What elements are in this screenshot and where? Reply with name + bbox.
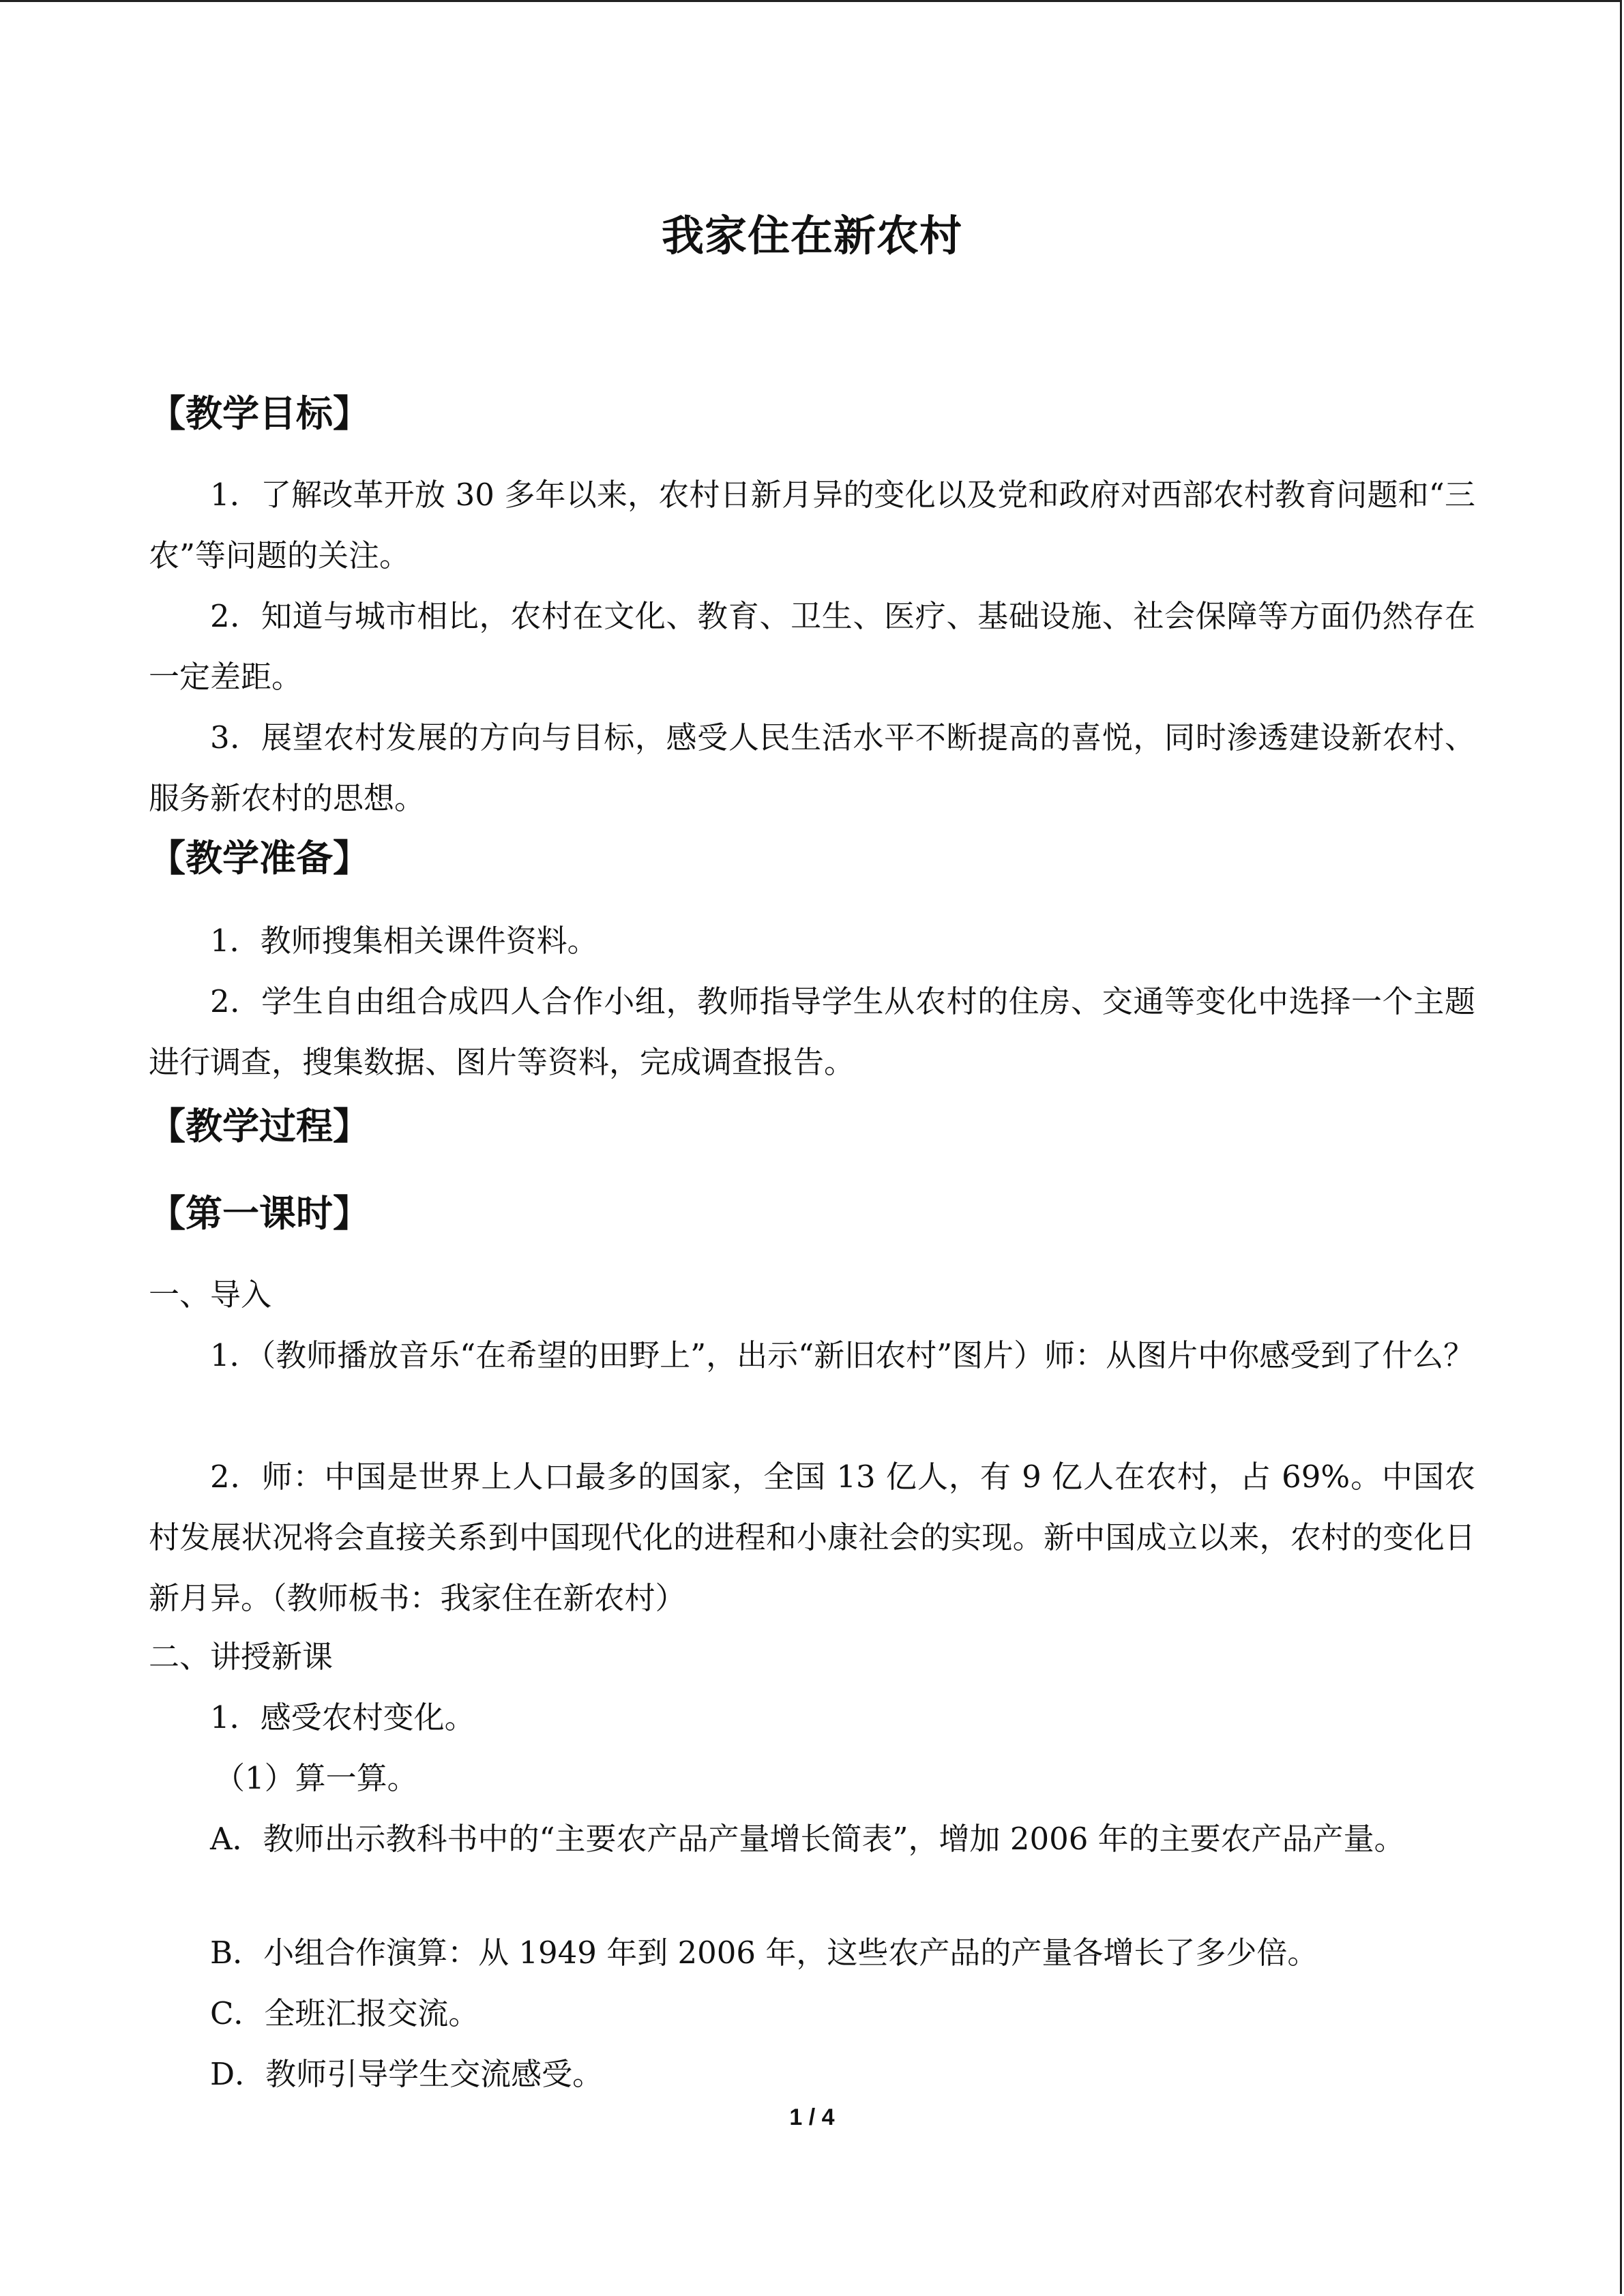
step-d: D．教师引导学生交流感受。 (210, 2056, 604, 2092)
heading-teaching-prep: 【教学准备】 (149, 837, 370, 880)
document-title: 我家住在新农村 (661, 211, 962, 260)
intro-item-2: 2．师：中国是世界上人口最多的国家，全国 13 亿人，有 9 亿人在农村，占 69%。中国农村发展状况将会直接关系到中国现代化的进程和小康社会的实现。新中国成立以来，农村的变化日新月异。（教师板书：我家住在新农村） (149, 1459, 1475, 1616)
intro-item-1: 1．（教师播放音乐“在希望的田野上”，出示“新旧农村”图片）师：从图片中你感受到了什么？ (210, 1337, 1475, 1373)
goal-item-2: 2．知道与城市相比，农村在文化、教育、卫生、医疗、基础设施、社会保障等方面仍然存在一定差距。 (149, 598, 1475, 695)
prep-item-1: 1．教师搜集相关课件资料。 (210, 923, 598, 959)
heading-lesson-one: 【第一课时】 (149, 1192, 370, 1235)
calc-label: （1）算一算。 (214, 1760, 418, 1796)
goal-item-1: 1．了解改革开放 30 多年以来，农村日新月异的变化以及党和政府对西部农村教育问题和“三农”等问题的关注。 (149, 477, 1475, 573)
step-b: B．小组合作演算：从 1949 年到 2006 年，这些农产品的产量各增长了多少倍。 (210, 1935, 1318, 1971)
section-intro-label: 一、导入 (149, 1277, 272, 1313)
goal-item-3: 3．展望农村发展的方向与目标，感受人民生活水平不断提高的喜悦，同时渗透建设新农村、服务新农村的思想。 (149, 719, 1475, 816)
step-a: A．教师出示教科书中的“主要农产品产量增长简表”，增加 2006 年的主要农产品产量。 (210, 1821, 1405, 1857)
heading-teaching-goals: 【教学目标】 (149, 392, 370, 435)
prep-item-2: 2．学生自由组合成四人合作小组，教师指导学生从农村的住房、交通等变化中选择一个主题进行调查，搜集数据、图片等资料，完成调查报告。 (149, 983, 1475, 1080)
new-lesson-item-1: 1．感受农村变化。 (210, 1699, 475, 1735)
step-c: C．全班汇报交流。 (210, 1995, 479, 2031)
page-indicator: 1 / 4 (789, 2104, 835, 2130)
heading-teaching-process: 【教学过程】 (149, 1105, 370, 1148)
section-new-lesson-label: 二、讲授新课 (149, 1639, 334, 1675)
